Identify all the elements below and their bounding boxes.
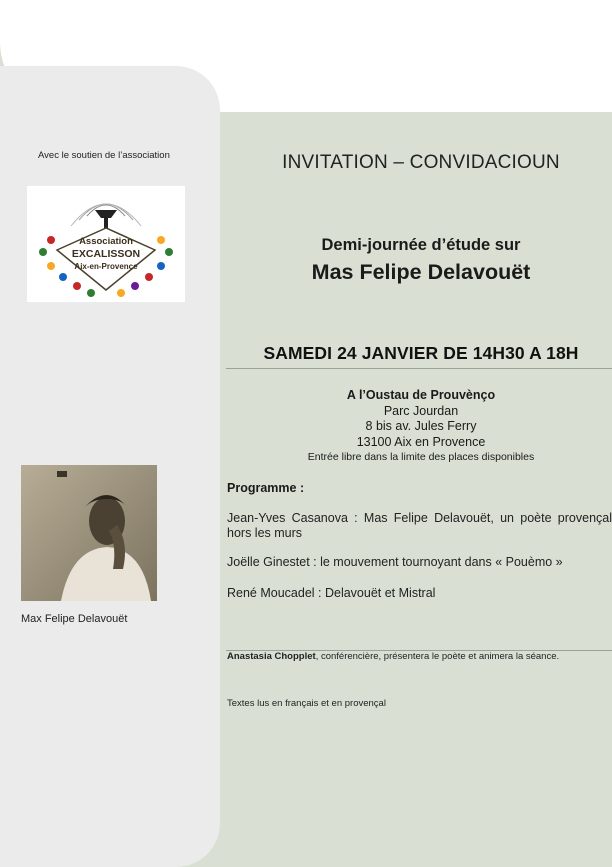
venue-block (230, 388, 612, 464)
venue-line-1: Parc Jourdan (383, 403, 459, 418)
support-text: Avec le soutien de l’association (38, 150, 170, 161)
venue-name: A l’Oustau de Prouvènço (346, 388, 496, 402)
logo-line2: EXCALISSON (71, 248, 141, 260)
portrait-photo (21, 465, 157, 601)
logo-line3: Aix-en-Provence (74, 262, 138, 271)
presenter-role: , conférencière, présentera le poète et animera la séance. (315, 651, 560, 662)
date-divider (226, 368, 612, 369)
entry-note: Entrée libre dans la limite des places disponibles (307, 451, 535, 463)
venue-line-3: 13100 Aix en Provence (356, 434, 486, 449)
invitation-title: INVITATION – CONVIDACIOUN (282, 152, 560, 173)
programme-heading: Programme : (227, 481, 305, 495)
photo-caption: Max Felipe Delavouët (21, 613, 128, 625)
programme-item: Jean-Yves Casanova : Mas Felipe Delavouët, un poète provençal hors les murs (227, 511, 612, 540)
event-subtitle: Demi-journée d’étude sur (321, 236, 521, 254)
reading-note: Textes lus en français et en provençal (227, 698, 386, 709)
event-date: SAMEDI 24 JANVIER DE 14H30 A 18H (263, 343, 579, 363)
presenter-note (227, 651, 559, 662)
portrait-graphic (21, 465, 157, 601)
poet-name-heading: Mas Felipe Delavouët (311, 260, 531, 284)
venue-line-2: 8 bis av. Jules Ferry (365, 419, 477, 433)
programme-item: René Moucadel : Delavouët et Mistral (227, 586, 436, 600)
presenter-name: Anastasia Chopplet (227, 651, 316, 662)
logo-line1: Association (79, 236, 133, 247)
fountain-logo-graphic (27, 186, 185, 302)
programme-item: Joëlle Ginestet : le mouvement tournoyant dans « Pouèmo » (227, 555, 563, 569)
excalisson-logo (27, 186, 185, 302)
